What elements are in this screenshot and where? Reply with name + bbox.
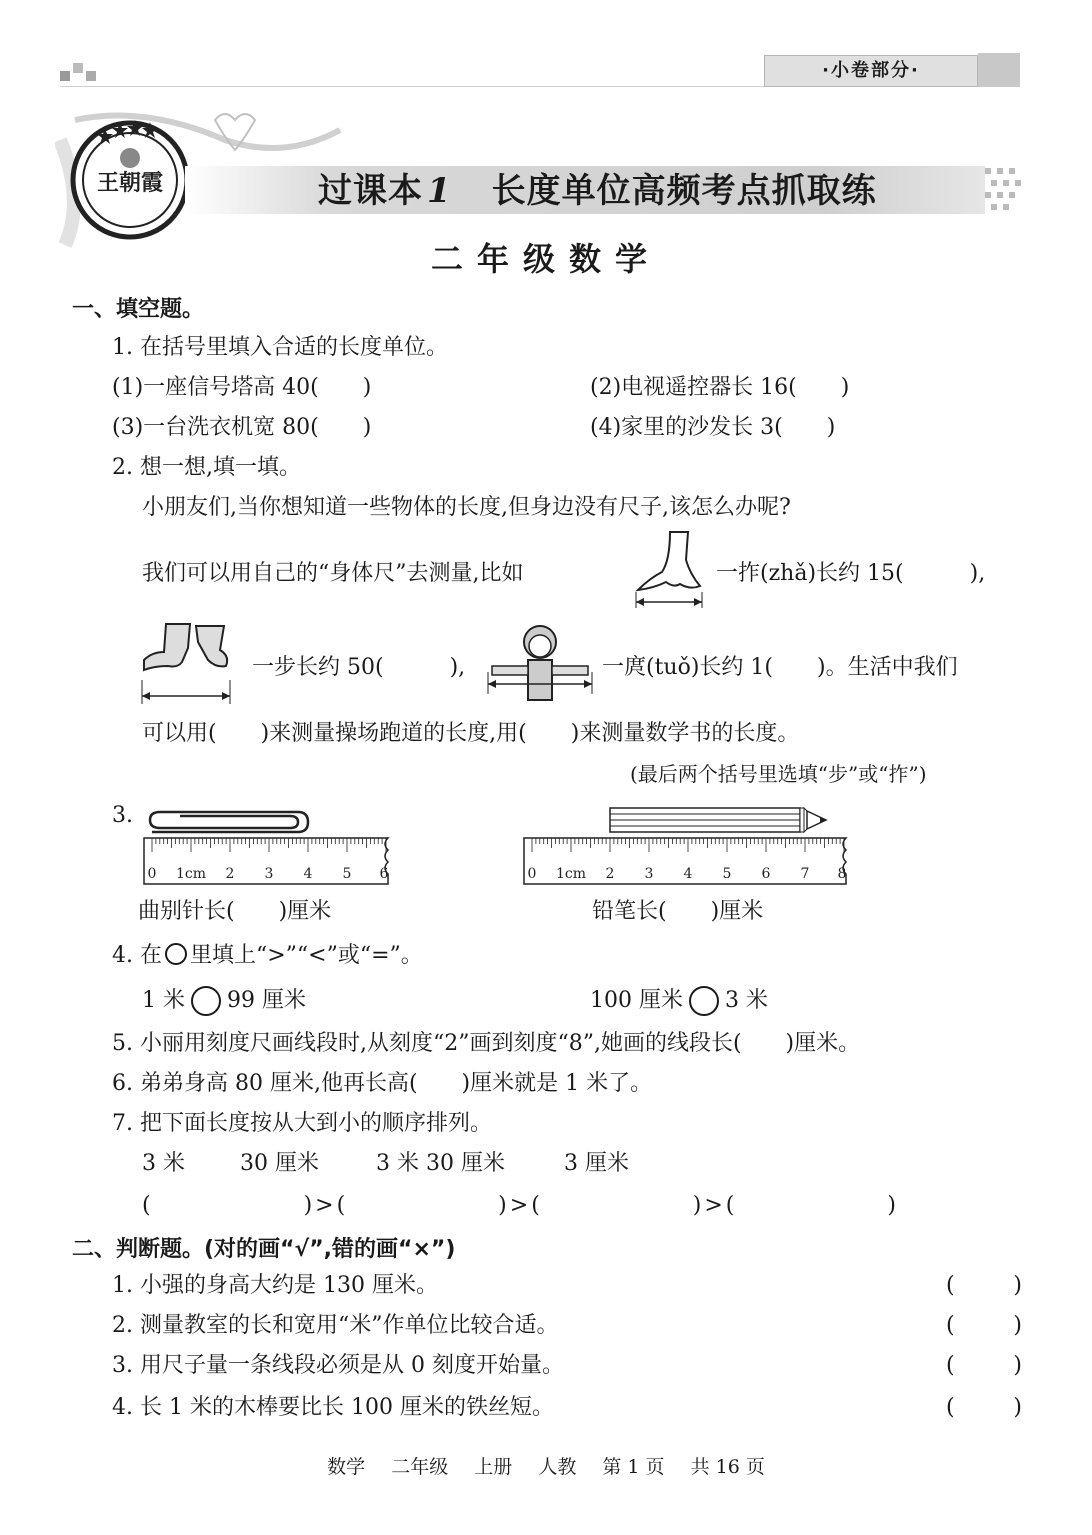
q1-item-4: (4)家里的沙发长 3( ) — [590, 415, 836, 440]
judge-item-2: 2. 测量教室的长和宽用“米”作单位比较合适。 — [112, 1313, 559, 1338]
title-dots-decoration — [985, 166, 1025, 214]
judge-item-4: 4. 长 1 米的木棒要比长 100 厘米的铁丝短。 — [112, 1395, 554, 1420]
q4-compare-left — [142, 986, 306, 1016]
q2-line-1: 小朋友们,当你想知道一些物体的长度,但身边没有尺子,该怎么办呢? — [142, 495, 791, 520]
paren-close: ) — [1013, 1395, 1022, 1420]
q2-line-2a: 我们可以用自己的“身体尺”去测量,比如 — [142, 561, 524, 586]
title-prefix: 过课本 — [318, 171, 423, 211]
ruler-2-label-4: 4 — [683, 866, 693, 882]
circle-icon — [165, 943, 187, 965]
step-illustration — [138, 622, 238, 706]
page-title — [318, 168, 877, 214]
q7-value-4: 3 厘米 — [564, 1151, 629, 1176]
page-footer — [0, 1452, 1092, 1479]
footer-publisher: 人教 — [538, 1456, 577, 1478]
footer-total: 共 16 页 — [690, 1456, 765, 1478]
ruler-2-label-2: 2 — [605, 866, 615, 882]
q4-compare-right — [590, 986, 768, 1016]
judge-answer-1[interactable] — [946, 1272, 1022, 1300]
q2-line-3b: 一庹(tuǒ)长约 1( )。生活中我们 — [602, 655, 958, 680]
q6: 6. 弟弟身高 80 厘米,他再长高( )厘米就是 1 米了。 — [112, 1071, 653, 1096]
q4-stem-b: 里填上“>”“<”或“=”。 — [189, 943, 423, 968]
q7-value-1: 3 米 — [142, 1151, 185, 1176]
page-subtitle: 二年级数学 — [430, 240, 661, 278]
judge-answer-2[interactable] — [946, 1312, 1022, 1340]
ruler-1-label-3: 3 — [264, 866, 274, 882]
compare-circle-left[interactable] — [191, 986, 221, 1016]
logo-name: 王朝霞 — [96, 170, 164, 196]
q2-note: (最后两个括号里选填“步”或“拃”) — [630, 762, 927, 786]
footer-grade: 二年级 — [391, 1456, 449, 1478]
ruler-2-label-8: 8 — [837, 866, 847, 882]
q3-caption-2: 铅笔长( )厘米 — [592, 899, 764, 924]
q3-number: 3. — [112, 803, 133, 828]
compare-circle-right[interactable] — [689, 986, 719, 1016]
ruler-2-label-6: 6 — [761, 866, 771, 882]
q4-left-a: 1 米 — [142, 988, 185, 1013]
q2-line-4: 可以用( )来测量操场跑道的长度,用( )来测量数学书的长度。 — [142, 721, 800, 746]
q2-line-2b: 一拃(zhǎ)长约 15( ), — [716, 561, 986, 586]
paren-close: ) — [1013, 1313, 1022, 1338]
section-tag: ·小卷部分· — [764, 55, 978, 87]
q1-item-2: (2)电视遥控器长 16( ) — [590, 375, 850, 400]
q7-value-2: 30 厘米 — [240, 1151, 319, 1176]
q4-stem — [112, 942, 423, 970]
ruler-1-label-6: 6 — [379, 866, 389, 882]
arm-span-illustration — [484, 622, 598, 706]
judge-item-3: 3. 用尺子量一条线段必须是从 0 刻度开始量。 — [112, 1353, 564, 1378]
q1-item-1: (1)一座信号塔高 40( ) — [112, 375, 372, 400]
paren-open: ( — [946, 1395, 955, 1420]
q7-order-line: ( )>( )>( )>( ) — [142, 1193, 899, 1218]
q2-stem: 2. 想一想,填一填。 — [112, 455, 301, 480]
footer-volume: 上册 — [474, 1456, 513, 1478]
ruler-2-label-3: 3 — [644, 866, 654, 882]
ruler-2-label-7: 7 — [800, 866, 810, 882]
title-text: 长度单位高频考点抓取练 — [491, 171, 877, 211]
hand-span-illustration — [630, 530, 708, 610]
judge-answer-4[interactable] — [946, 1394, 1022, 1422]
q5: 5. 小丽用刻度尺画线段时,从刻度“2”画到刻度“8”,她画的线段长( )厘米。 — [112, 1031, 861, 1056]
paren-close: ) — [1013, 1353, 1022, 1378]
corner-squares-decoration — [60, 63, 110, 83]
paren-open: ( — [946, 1353, 955, 1378]
q1-item-3: (3)一台洗衣机宽 80( ) — [112, 415, 372, 440]
ruler-1-label-0: 0 — [147, 866, 157, 882]
judge-answer-3[interactable] — [946, 1352, 1022, 1380]
q4-right-a: 100 厘米 — [590, 988, 683, 1013]
section-1-heading: 一、填空题。 — [72, 297, 205, 322]
q4-right-b: 3 米 — [725, 988, 768, 1013]
footer-page: 第 1 页 — [602, 1456, 665, 1478]
ruler-1-label-4: 4 — [303, 866, 313, 882]
title-number: 1 — [427, 171, 452, 211]
section-2-heading: 二、判断题。(对的画“√”,错的画“×”) — [72, 1237, 456, 1262]
ruler-1-label-1: 1cm — [175, 866, 207, 882]
ruler-1-label-5: 5 — [342, 866, 352, 882]
header-tag-accent — [978, 53, 1020, 87]
ruler-2-label-0: 0 — [527, 866, 537, 882]
q4-stem-a: 4. 在 — [112, 943, 162, 968]
paren-open: ( — [946, 1313, 955, 1338]
q7-value-3: 3 米 30 厘米 — [376, 1151, 505, 1176]
q4-left-b: 99 厘米 — [227, 988, 306, 1013]
ruler-2-label-1: 1cm — [555, 866, 587, 882]
ruler-paperclip — [140, 798, 400, 890]
paren-open: ( — [946, 1273, 955, 1298]
ruler-1-label-2: 2 — [225, 866, 235, 882]
q3-caption-1: 曲别针长( )厘米 — [138, 899, 332, 924]
ruler-2-label-5: 5 — [722, 866, 732, 882]
q2-line-3a: 一步长约 50( ), — [252, 655, 466, 680]
ruler-pencil — [520, 798, 860, 890]
q7-stem: 7. 把下面长度按从大到小的顺序排列。 — [112, 1111, 492, 1136]
judge-item-1: 1. 小强的身高大约是 130 厘米。 — [112, 1273, 438, 1298]
footer-subject: 数学 — [327, 1456, 366, 1478]
q1-stem: 1. 在括号里填入合适的长度单位。 — [112, 335, 448, 360]
paren-close: ) — [1013, 1273, 1022, 1298]
